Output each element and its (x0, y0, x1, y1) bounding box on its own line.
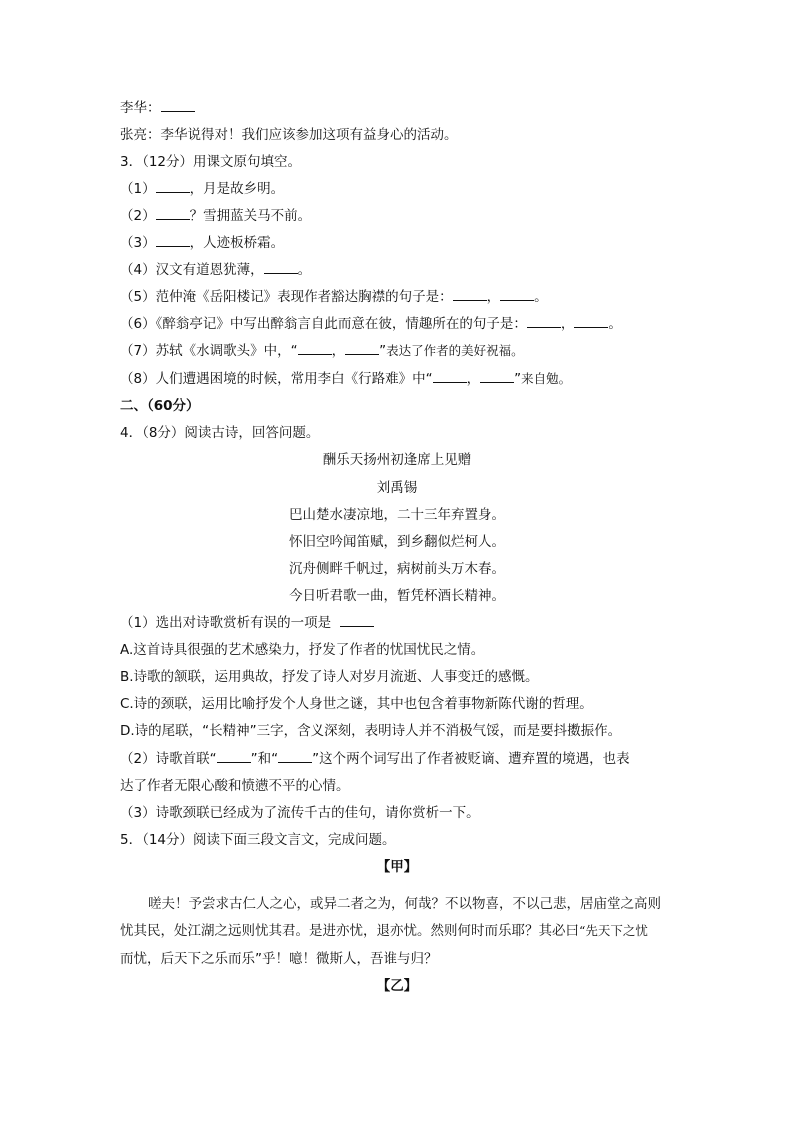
dialogue-lihua: 李华： (120, 99, 195, 117)
answer-blank[interactable] (156, 207, 190, 220)
passage-line: 而忧，后天下之乐而乐”乎！噫！微斯人，吾谁与归？ (120, 951, 438, 967)
answer-blank[interactable] (298, 342, 332, 355)
answer-blank[interactable] (345, 342, 379, 355)
q5-header: 5．（14分）阅读下面三段文言文，完成问题。 (120, 832, 396, 848)
poem-author: 刘禹锡 (376, 480, 418, 496)
poem-line: 沉舟侧畔千帆过，病树前头万木春。 (289, 561, 505, 577)
q4-sub2-cont: 达了作者无限心酸和愤懑不平的心情。 (120, 778, 350, 794)
option-c: C.诗的颈联，运用比喻抒发个人身世之谜，其中也包含着事物新陈代谢的哲理。 (120, 696, 593, 712)
passage-line: 嗟夫！予尝求古仁人之心，或异二者之为，何哉？不以物喜，不以己悲，居庙堂之高则 (148, 896, 661, 912)
answer-blank[interactable] (574, 315, 608, 328)
q3-item-3: （3） ，人迹板桥霜。 (120, 235, 285, 251)
passage-label-yi: 【乙】 (376, 978, 418, 994)
answer-blank[interactable] (161, 99, 195, 112)
q3-item-7: （7）苏轼《水调歌头》中，“ ， ”表达了作者的美好祝福。 (120, 343, 524, 359)
answer-blank[interactable] (217, 750, 251, 763)
dialogue-zhangliang: 张亮：李华说得对！我们应该参加这项有益身心的活动。 (120, 127, 458, 143)
q4-sub1: （1）选出对诗歌赏析有误的一项是 (120, 614, 374, 632)
poem-line: 怀旧空吟闻笛赋，到乡翻似烂柯人。 (289, 534, 505, 550)
q3-item-2: （2） ？雪拥蓝关马不前。 (120, 208, 312, 224)
poem-line: 今日听君歌一曲，暂凭杯酒长精神。 (289, 588, 505, 604)
answer-blank[interactable] (156, 180, 190, 193)
q3-item-4: （4）汉文有道恩犹薄， 。 (120, 262, 312, 278)
option-d: D.诗的尾联，“长精神”三字，含义深刻，表明诗人并不消极气馁，而是要抖擞振作。 (120, 723, 622, 739)
answer-blank[interactable] (527, 315, 561, 328)
q4-sub3: （3）诗歌颈联已经成为了流传千古的佳句，请你赏析一下。 (120, 805, 480, 821)
section-heading: 二、（60分） (120, 398, 200, 414)
q3-item-6: （6）《醉翁亭记》中写出醉翁言自此而意在彼，情趣所在的句子是： ， 。 (120, 316, 622, 332)
q3-item-5: （5）范仲淹《岳阳楼记》表现作者豁达胸襟的句子是： ， 。 (120, 289, 548, 305)
poem-line: 巴山楚水凄凉地，二十三年弃置身。 (289, 507, 505, 523)
q3-item-8: （8）人们遭遇困境的时候，常用李白《行路难》中“ ， ”来自勉。 (120, 371, 572, 387)
q3-header: 3．（12分）用课文原句填空。 (120, 154, 302, 170)
option-b: B.诗歌的颔联，运用典故，抒发了诗人对岁月流逝、人事变迁的感慨。 (120, 669, 539, 685)
answer-blank[interactable] (156, 234, 190, 247)
passage-line: 忧其民，处江湖之远则忧其君。是进亦忧，退亦忧。然则何时而乐耶？其必曰“先天下之忧 (120, 923, 648, 939)
q4-header: 4．（8分）阅读古诗，回答问题。 (120, 425, 320, 441)
answer-blank[interactable] (480, 370, 514, 383)
passage-label-jia: 【甲】 (376, 859, 418, 875)
poem-title: 酬乐天扬州初逢席上见赠 (322, 452, 472, 468)
answer-blank[interactable] (453, 288, 487, 301)
answer-blank[interactable] (433, 370, 467, 383)
q3-item-1: （1） ，月是故乡明。 (120, 181, 285, 197)
q4-sub2: （2）诗歌首联“ ”和“ ”这个两个词写出了作者被贬谪、遭弃置的境遇，也表 (120, 751, 630, 767)
answer-blank[interactable] (278, 750, 312, 763)
answer-blank[interactable] (340, 614, 374, 627)
answer-blank[interactable] (264, 261, 298, 274)
option-a: A.这首诗具很强的艺术感染力，抒发了作者的忧国忧民之情。 (120, 642, 485, 658)
answer-blank[interactable] (500, 288, 534, 301)
